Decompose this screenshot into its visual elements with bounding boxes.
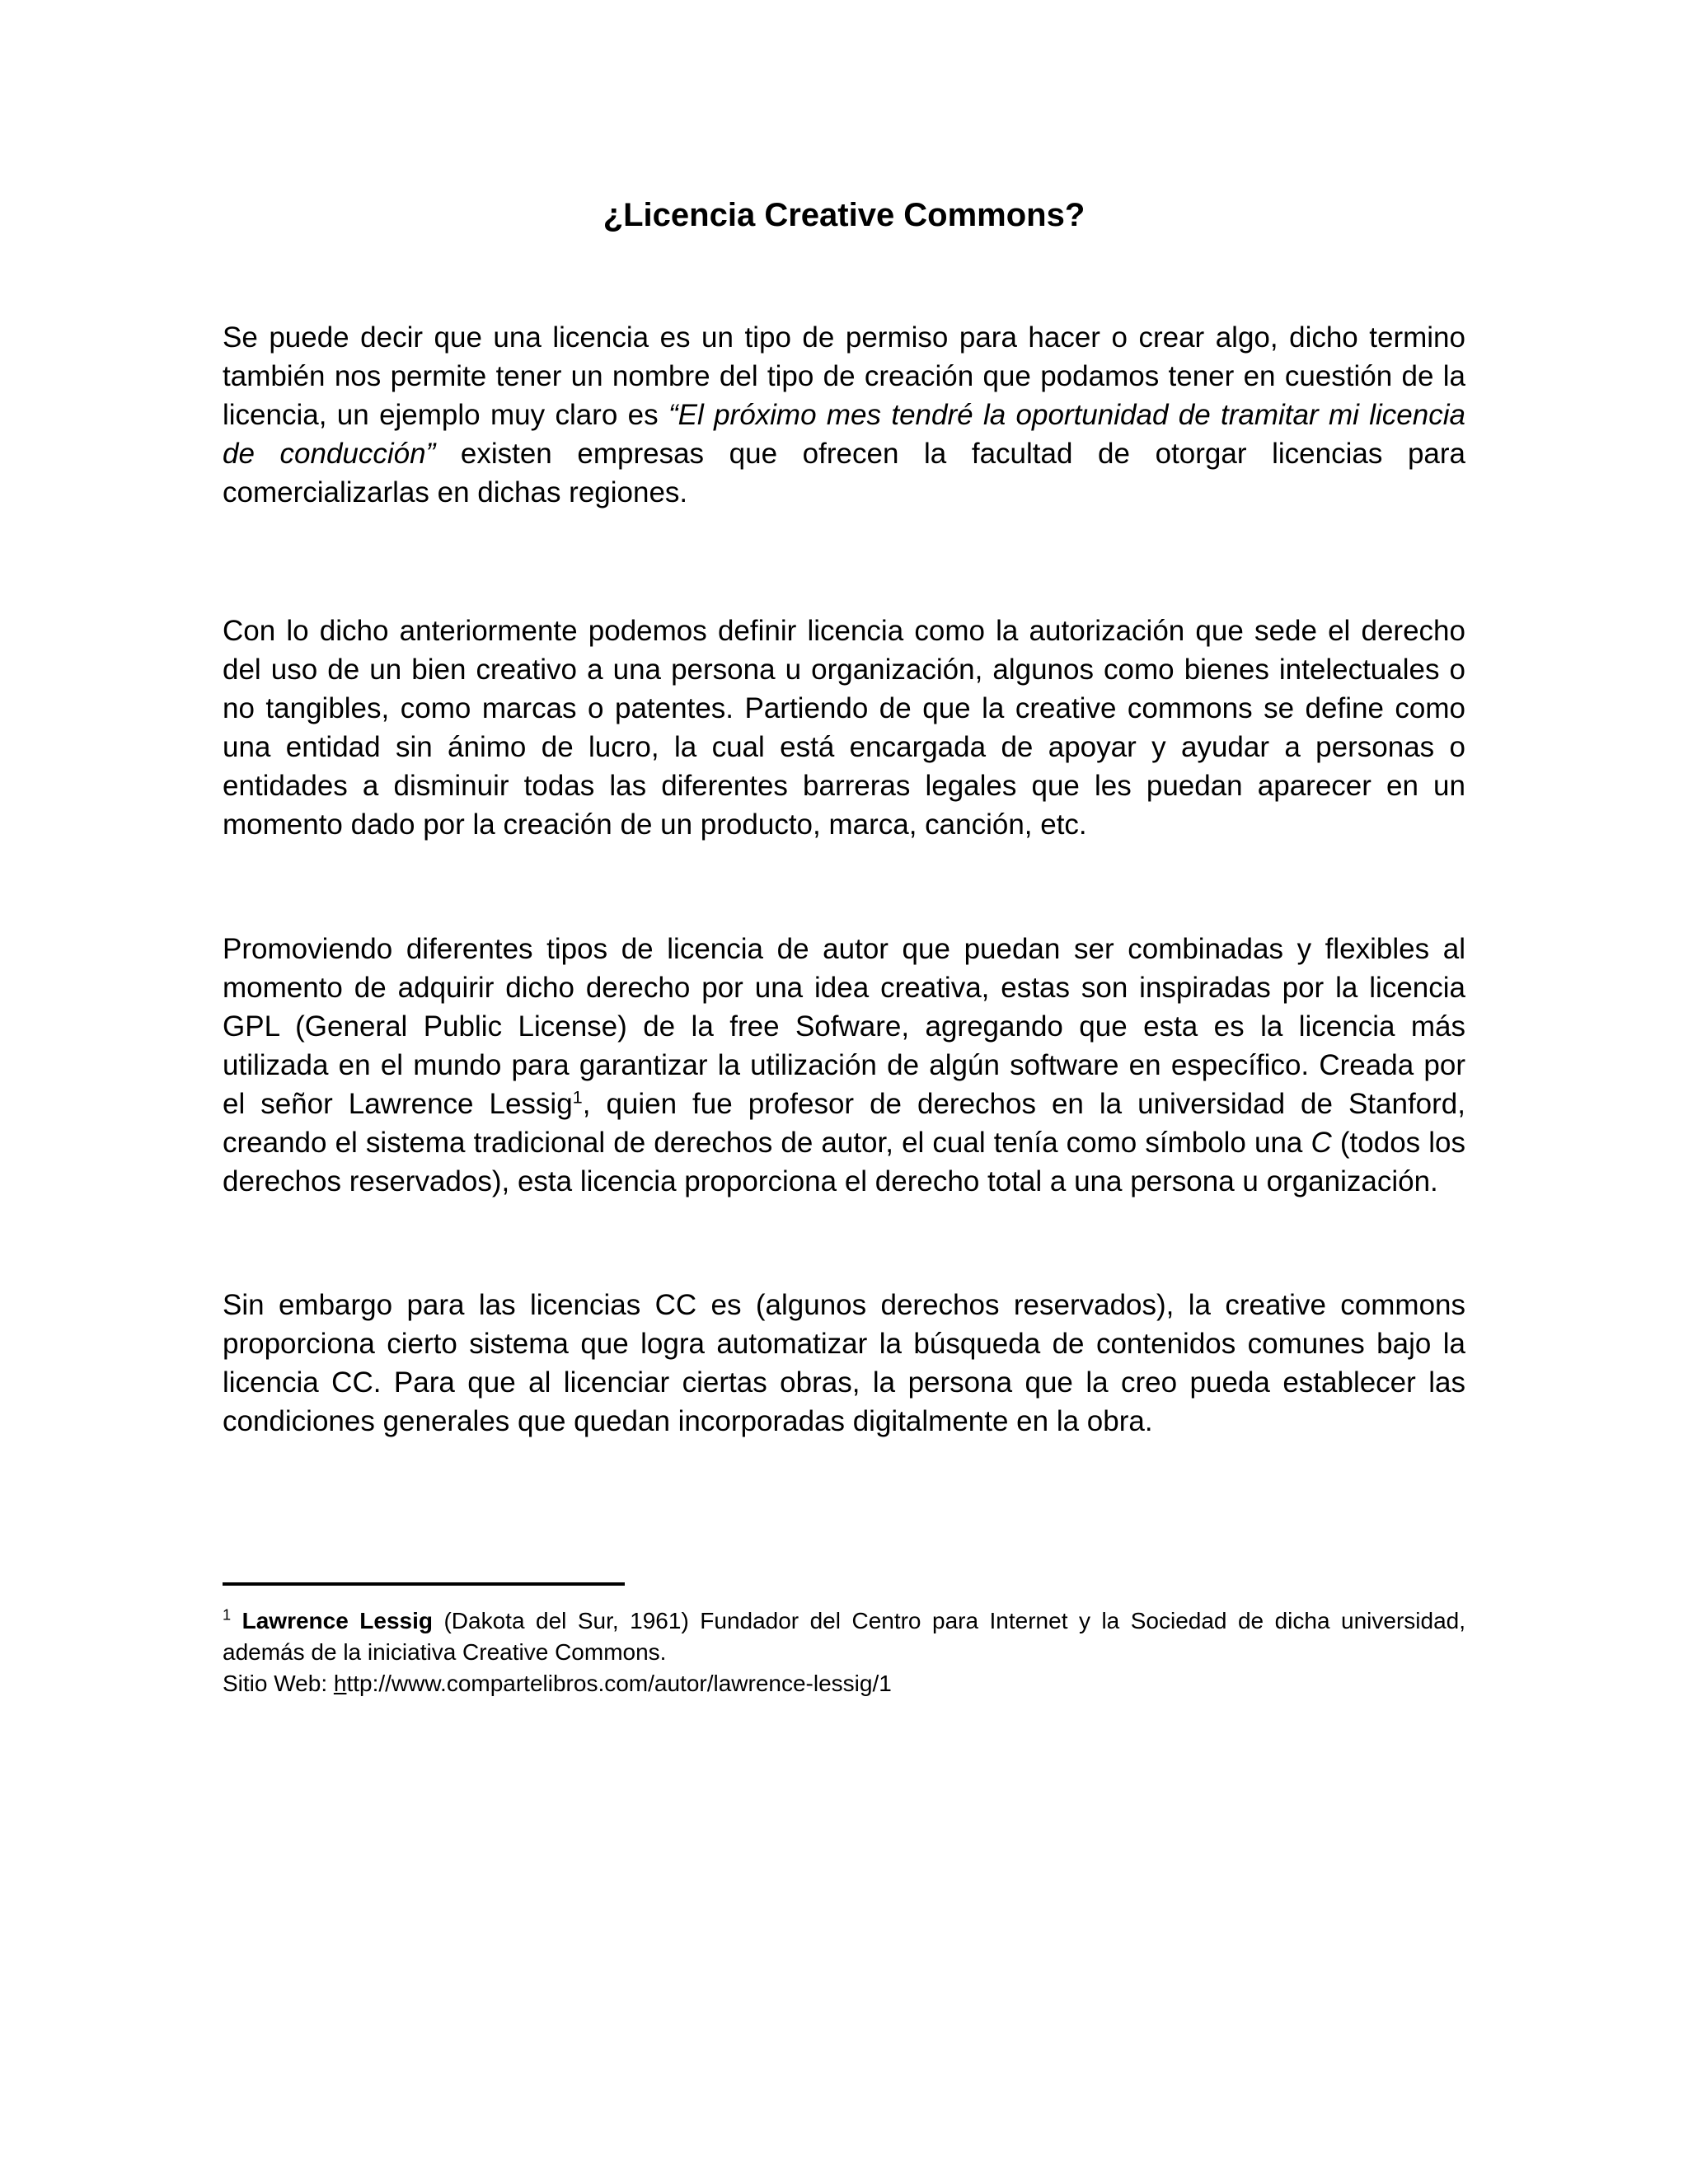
document-title: ¿Licencia Creative Commons?	[603, 197, 1085, 233]
footnote-text: (Dakota del Sur, 1961) Fundador del Centro para Internet y la Sociedad de dicha universidad, además de la iniciativa Creative Commons.	[223, 1608, 1466, 1665]
paragraph-3-text-a: Promoviendo diferentes tipos de licencia de autor que puedan ser combinadas y flexibles al momento de adquirir dicho derecho por una idea creativa, estas son inspiradas por la licencia GPL (General Public License) de la free Sofware, agregando que esta es la licencia más utilizada en el mundo para garantizar la utilización de algún software en específico. Creada por el señor Lawrence Lessig	[223, 933, 1465, 1120]
paragraph-4	[223, 1286, 1465, 1441]
paragraph-2-text: Con lo dicho anteriormente podemos definir licencia como la autorización que sede el derecho del uso de un bien creativo a una persona u organización, algunos como bienes intelectuales o no tangibles, como marcas o patentes. Partiendo de que la creative commons se define como una entidad sin ánimo de lucro, la cual está encargada de apoyar y ayudar a personas o entidades a disminuir todas las diferentes barreras legales que les puedan aparecer en un momento dado por la creación de un producto, marca, canción, etc.	[223, 615, 1465, 841]
paragraph-1-quoted-example: “El próximo mes tendré la oportunidad de tramitar mi licencia de conducción”	[223, 399, 1465, 470]
footnote-author: Lawrence Lessig	[241, 1608, 433, 1633]
footnote-marker: 1	[223, 1606, 232, 1624]
paragraph-4-text: Sin embargo para las licencias CC es (algunos derechos reservados), la creative commons proporciona cierto sistema que logra automatizar la búsqueda de contenidos comunes bajo la licencia CC. Para que al licenciar ciertas obras, la persona que la creo pueda establecer las condiciones generales que quedan incorporadas digitalmente en la obra.	[223, 1289, 1465, 1437]
footnote-url-link[interactable]: http://www.compartelibros.com/autor/lawrence-lessig/1	[333, 1671, 892, 1696]
paragraph-1-text-a: Se puede decir que una licencia es un tipo de permiso para hacer o crear algo, dicho termino también nos permite tener un nombre del tipo de creación que podamos tener en cuestión de la licencia, un ejemplo muy claro es	[223, 321, 1465, 431]
footnote-reference-1: 1	[572, 1086, 583, 1108]
paragraph-2	[223, 612, 1465, 844]
paragraph-3	[223, 930, 1465, 1201]
footnote-entry	[223, 1605, 1465, 1668]
paragraph-1	[223, 318, 1465, 512]
footnote	[223, 1605, 1465, 1699]
paragraph-3-text-c: (todos los derechos reservados), esta licencia proporciona el derecho total a una persona u organización.	[223, 1127, 1465, 1197]
paragraph-1-text-b: existen empresas que ofrecen la facultad de otorgar licencias para comercializarlas en dichas regiones.	[223, 438, 1465, 509]
footnote-site-line	[223, 1668, 1465, 1699]
paragraph-3-symbol-c: C	[1311, 1127, 1332, 1159]
paragraph-3-text-b: , quien fue profesor de derechos en la universidad de Stanford, creando el sistema tradicional de derechos de autor, el cual tenía como símbolo una	[223, 1088, 1465, 1159]
footnote-site-label: Sitio Web:	[223, 1671, 334, 1696]
footnote-separator-rule	[223, 1582, 625, 1586]
